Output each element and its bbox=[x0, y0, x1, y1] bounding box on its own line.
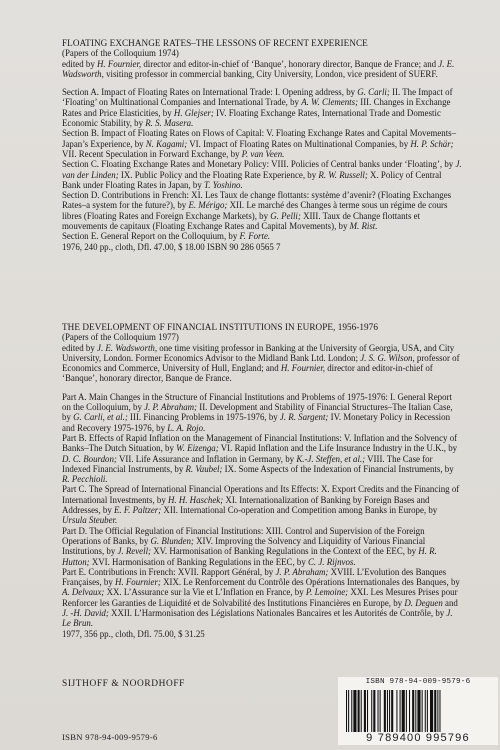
book1-section-e: Section E. General Report on the Colloquium, by F. Forte. bbox=[62, 231, 271, 242]
book1-section-d: Section D. Contributions in French: XI. Les Taux de change flottants: système d’avenir? (Floating Exchanges Rates–a system for the future?), by E. Mérigo; XII. Le marché des Changes à terme sous un régime de cours libres (Floating Rates and Foreign Exchange Markets), by G. Pelli; XIII. Taux de Change flottants et mouvements de capitaux (Floating Exchange Rates and Capital Movements), by M. Rist. bbox=[62, 190, 452, 232]
barcode-bar bbox=[353, 690, 356, 732]
barcode-label bbox=[338, 677, 498, 745]
book1-section-b: Section B. Impact of Floating Rates on Flows of Capital: V. Floating Exchange Rates and Capital Movements–Japan’s Experience, by N. Kagami; VI. Impact of Floating Rates on Multinational Companies, by H. P. Schär; VII. Recent Speculation in Forward Exchange, by P. van Veen. bbox=[62, 128, 457, 159]
barcode-bar bbox=[378, 690, 379, 732]
barcode-bar bbox=[406, 690, 407, 732]
book2-part-b: Part B. Effects of Rapid Inflation on the Management of Financial Institutions: V. Inflation and the Solvency of Banks–The Dutch Situation, by W. Eizenga; VI. Rapid Inflation and the Life Insurance Industry in the U.K., by D. C. Bourdon; VII. Life Assurance and Inflation in Germany, by K.-J. Steffen, et al.; VIII. The Case for Indexed Financial Instruments, by R. Vaubel; IX. Some Aspects of the Indexation of Financial Instruments, by R. Pecchioli. bbox=[62, 432, 458, 485]
book2-part-d: Part D. The Official Regulation of Financial Institutions: XIII. Control and Supervision of the Foreign Operations of Banks, by G. Blunden; XIV. Improving the Solvency and Liquidity of Various Financial Institutions, by J. Revell; XV. Harmonisation of Banking Regulations in the Context of the EEC, by H. R. Hutton; XVI. Harmonisation of Banking Regulations in the EEC, by C. J. Rijnvos. bbox=[62, 525, 437, 567]
barcode-bar bbox=[437, 690, 438, 732]
barcode-bar bbox=[364, 690, 366, 732]
barcode-bar bbox=[346, 690, 347, 732]
isbn-bottom: ISBN 978-94-009-9579-6 bbox=[62, 732, 158, 742]
barcode-bar bbox=[361, 690, 362, 732]
barcode-bar bbox=[380, 690, 381, 732]
barcode-bar bbox=[415, 690, 416, 732]
barcode-bar bbox=[396, 690, 397, 732]
barcode-bar bbox=[389, 690, 390, 732]
book1-title: FLOATING EXCHANGE RATES–THE LESSONS OF RECENT EXPERIENCE bbox=[62, 38, 368, 48]
barcode-bar bbox=[351, 690, 352, 732]
barcode-bar bbox=[427, 690, 428, 732]
barcode-bar bbox=[391, 690, 393, 732]
book1-section-c: Section C. Floating Exchange Rates and Monetary Policy: VIII. Policies of Central banks under ‘Floating’, by J. van der Linden; IX. Public Policy and the Floating Rate Experience, by R. W. Russell; X. Policy of Central Bank under Floating Rates in Japan, by T. Yoshino. bbox=[62, 159, 462, 190]
book1-publication-info: 1976, 240 pp., cloth, Dfl. 47.00, $ 18.00 ISBN 90 286 0565 7 bbox=[62, 241, 281, 252]
barcode-bar bbox=[387, 690, 388, 732]
book2-part-e: Part E. Contributions in French: XVII. Rapport Général, by J. P. Abraham; XVIII. L’Evolution des Banques Françaises, by H. Fournier; XIX. Le Renforcement du Contrôle des Opérations Internationales des Banques, by A. Delvaux; XX. L’Assurance sur la Vie et L’Inflation en France, by P. Lemoine; XXI. Les Mesures Prises pour Renforcer les Garanties de Liquidité et de Solvabilité des Institutions Financières en Europe, by D. Deguen and J. -H. David; XXII. L’Harmonisation des Législations Nationales Bancaires et les Autorités de Contrôle, by J. Le Brun. bbox=[62, 566, 460, 629]
book1-listing bbox=[62, 38, 462, 252]
barcode-bar bbox=[348, 690, 349, 732]
barcode-icon bbox=[346, 690, 490, 732]
barcode-bar bbox=[417, 690, 420, 732]
barcode-bar bbox=[409, 690, 410, 732]
book2-title: THE DEVELOPMENT OF FINANCIAL INSTITUTIONS IN EUROPE, 1956-1976 bbox=[62, 322, 378, 332]
barcode-bar bbox=[367, 690, 368, 732]
barcode-bar bbox=[425, 690, 426, 732]
book2-subtitle: (Papers of the Colloquium 1977) bbox=[62, 332, 179, 343]
barcode-number: 9 789400 995796 bbox=[366, 732, 470, 744]
barcode-bar bbox=[400, 690, 401, 732]
barcode-bar bbox=[422, 690, 423, 732]
barcode-bar bbox=[434, 690, 436, 732]
book2-editors: edited by J. E. Wadsworth, one time visiting professor in Banking at the University of Georgia, USA, and City University, London. Former Economics Advisor to the Midland Bank Ltd. London; J. S. G. Wilson, professor of Economics and Commerce, University of Hull, England; and H. Fournier, director and editor-in-chief of ‘Banque’, honorary director, Banque de France. bbox=[62, 342, 460, 384]
barcode-bar bbox=[412, 690, 414, 732]
book1-subtitle: (Papers of the Colloquium 1974) bbox=[62, 48, 179, 59]
book1-section-a: Section A. Impact of Floating Rates on International Trade: I. Opening address, by G. Carli; II. The Impact of ‘Floating’ on Multinational Companies and International Trade, by A. W. Clements; III. Changes in Exchange Rates and Price Elasticities, by H. Glejser; IV. Floating Exchange Rates, International Trade and Domestic Economic Stability, by R. S. Masera. bbox=[62, 87, 453, 129]
barcode-bar bbox=[371, 690, 372, 732]
barcode-bar bbox=[430, 690, 433, 732]
barcode-bar bbox=[373, 690, 375, 732]
barcode-bar bbox=[439, 690, 440, 732]
barcode-isbn: ISBN 978-94-009-9579-6 bbox=[365, 678, 471, 686]
publisher-name: SIJTHOFF & NOORDHOFF bbox=[62, 679, 185, 689]
book2-listing bbox=[62, 322, 462, 639]
book1-editors: edited by H. Fournier, director and editor-in-chief of ‘Banque’, honorary director, Banque de France; and J. E. Wadsworth, visiting professor in commercial banking, City University, London, vice president of SUERF. bbox=[62, 58, 455, 79]
barcode-bar bbox=[402, 690, 405, 732]
book2-publication-info: 1977, 356 pp., cloth, Dfl. 75.00, $ 31.25 bbox=[62, 628, 205, 639]
book2-part-c: Part C. The Spread of International Financial Operations and Its Effects: X. Export Credits and the Financing of International Investments, by H. H. Haschek; XI. Internationalization of Banking by Foreign Bases and Addresses, by E. F. Paltzer; XII. International Co-operation and Competition among Banks in Europe, by Ursula Steuber. bbox=[62, 484, 460, 526]
barcode-bar bbox=[358, 690, 360, 732]
barcode-bar bbox=[384, 690, 386, 732]
book2-part-a: Part A. Main Changes in the Structure of Financial Institutions and Problems of 1975-1976: I. General Report on the Colloquium, by J. P. Abraham; II. Development and Stability of Financial Structures–The Italian Case, by G. Carli, et al.; III. Financing Problems in 1975-1976, by J. R. Sargent; IV. Monetary Policy in Recession and Recovery 1975-1976, by L. A. Rojo. bbox=[62, 391, 453, 433]
